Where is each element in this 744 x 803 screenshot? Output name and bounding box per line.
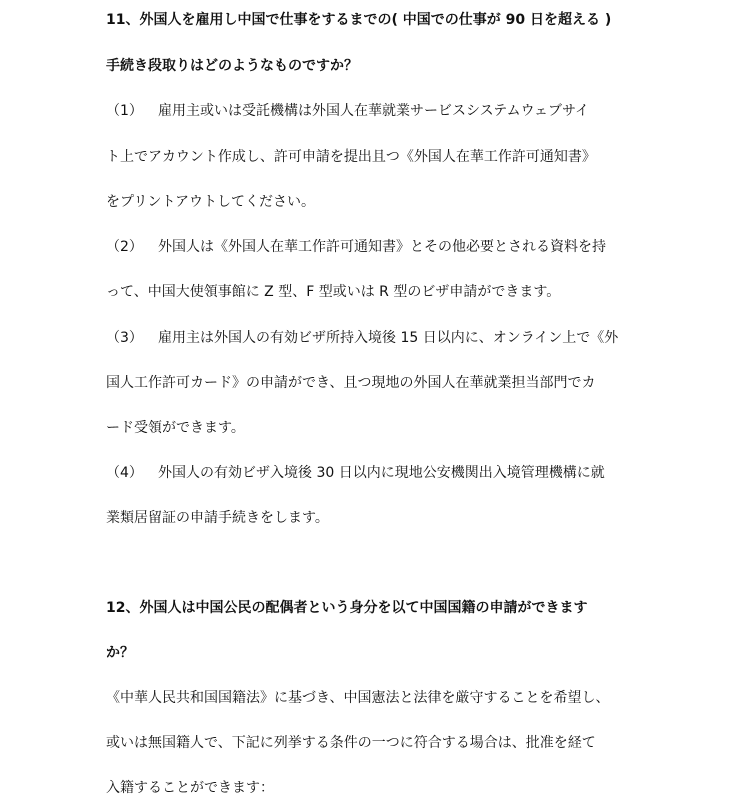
- q11-step3-line1: [106, 328, 666, 348]
- q11-step3-line3: ード受領ができます。: [106, 420, 245, 436]
- q11-step3-line2: 国人工作許可カード》の申請ができ、且つ現地の外国人在華就業担当部門でカ: [106, 375, 596, 391]
- q11-step1-line3: をプリントアウトしてください。: [106, 194, 316, 210]
- step-number: （4）: [106, 465, 143, 481]
- step-text: 雇用主は外国人の有効ビザ所持入境後 15 日以内に、オンライン上で《外: [158, 330, 619, 346]
- q11-step4-line2: 業類居留証の申請手続きをします。: [106, 510, 329, 526]
- step-number: （2）: [106, 239, 143, 255]
- step-number: （1）: [106, 103, 143, 119]
- q12-title-line2: か？: [106, 645, 134, 661]
- q12-body-line1: 《中華人民共和国国籍法》に基づき、中国憲法と法律を厳守することを希望し、: [106, 690, 610, 706]
- step-text: 外国人は《外国人在華工作許可通知書》とその他必要とされる資料を持: [158, 239, 606, 255]
- step-text: 雇用主或いは受託機構は外国人在華就業サービスシステムウェブサイ: [158, 103, 590, 119]
- q11-step2-line1: [106, 237, 666, 257]
- q11-step4-line1: [106, 463, 666, 483]
- q11-step2-line2: って、中国大使領事館に Z 型、F 型或いは R 型のビザ申請ができます。: [106, 284, 561, 300]
- step-text: 外国人の有効ビザ入境後 30 日以内に現地公安機関出入境管理機構に就: [158, 465, 605, 481]
- q11-title-line2: 手続き段取りはどのようなものですか？: [106, 58, 358, 74]
- q12-body-line2: 或いは無国籍人で、下記に列挙する条件の一つに符合する場合は、批准を経て: [106, 735, 596, 751]
- q11-step1-line2: ト上でアカウント作成し、許可申請を提出且つ《外国人在華工作許可通知書》: [106, 149, 596, 165]
- q11-step1-line1: [106, 101, 666, 121]
- q12-body-line3: 入籍することができます：: [106, 780, 274, 796]
- q12-title-line1: 12、外国人は中国公民の配偶者という身分を以て中国国籍の申請ができます: [106, 600, 588, 616]
- q11-title-line1: 11、外国人を雇用し中国で仕事をするまでの( 中国での仕事が 90 日を超える ): [106, 12, 612, 28]
- step-number: （3）: [106, 330, 143, 346]
